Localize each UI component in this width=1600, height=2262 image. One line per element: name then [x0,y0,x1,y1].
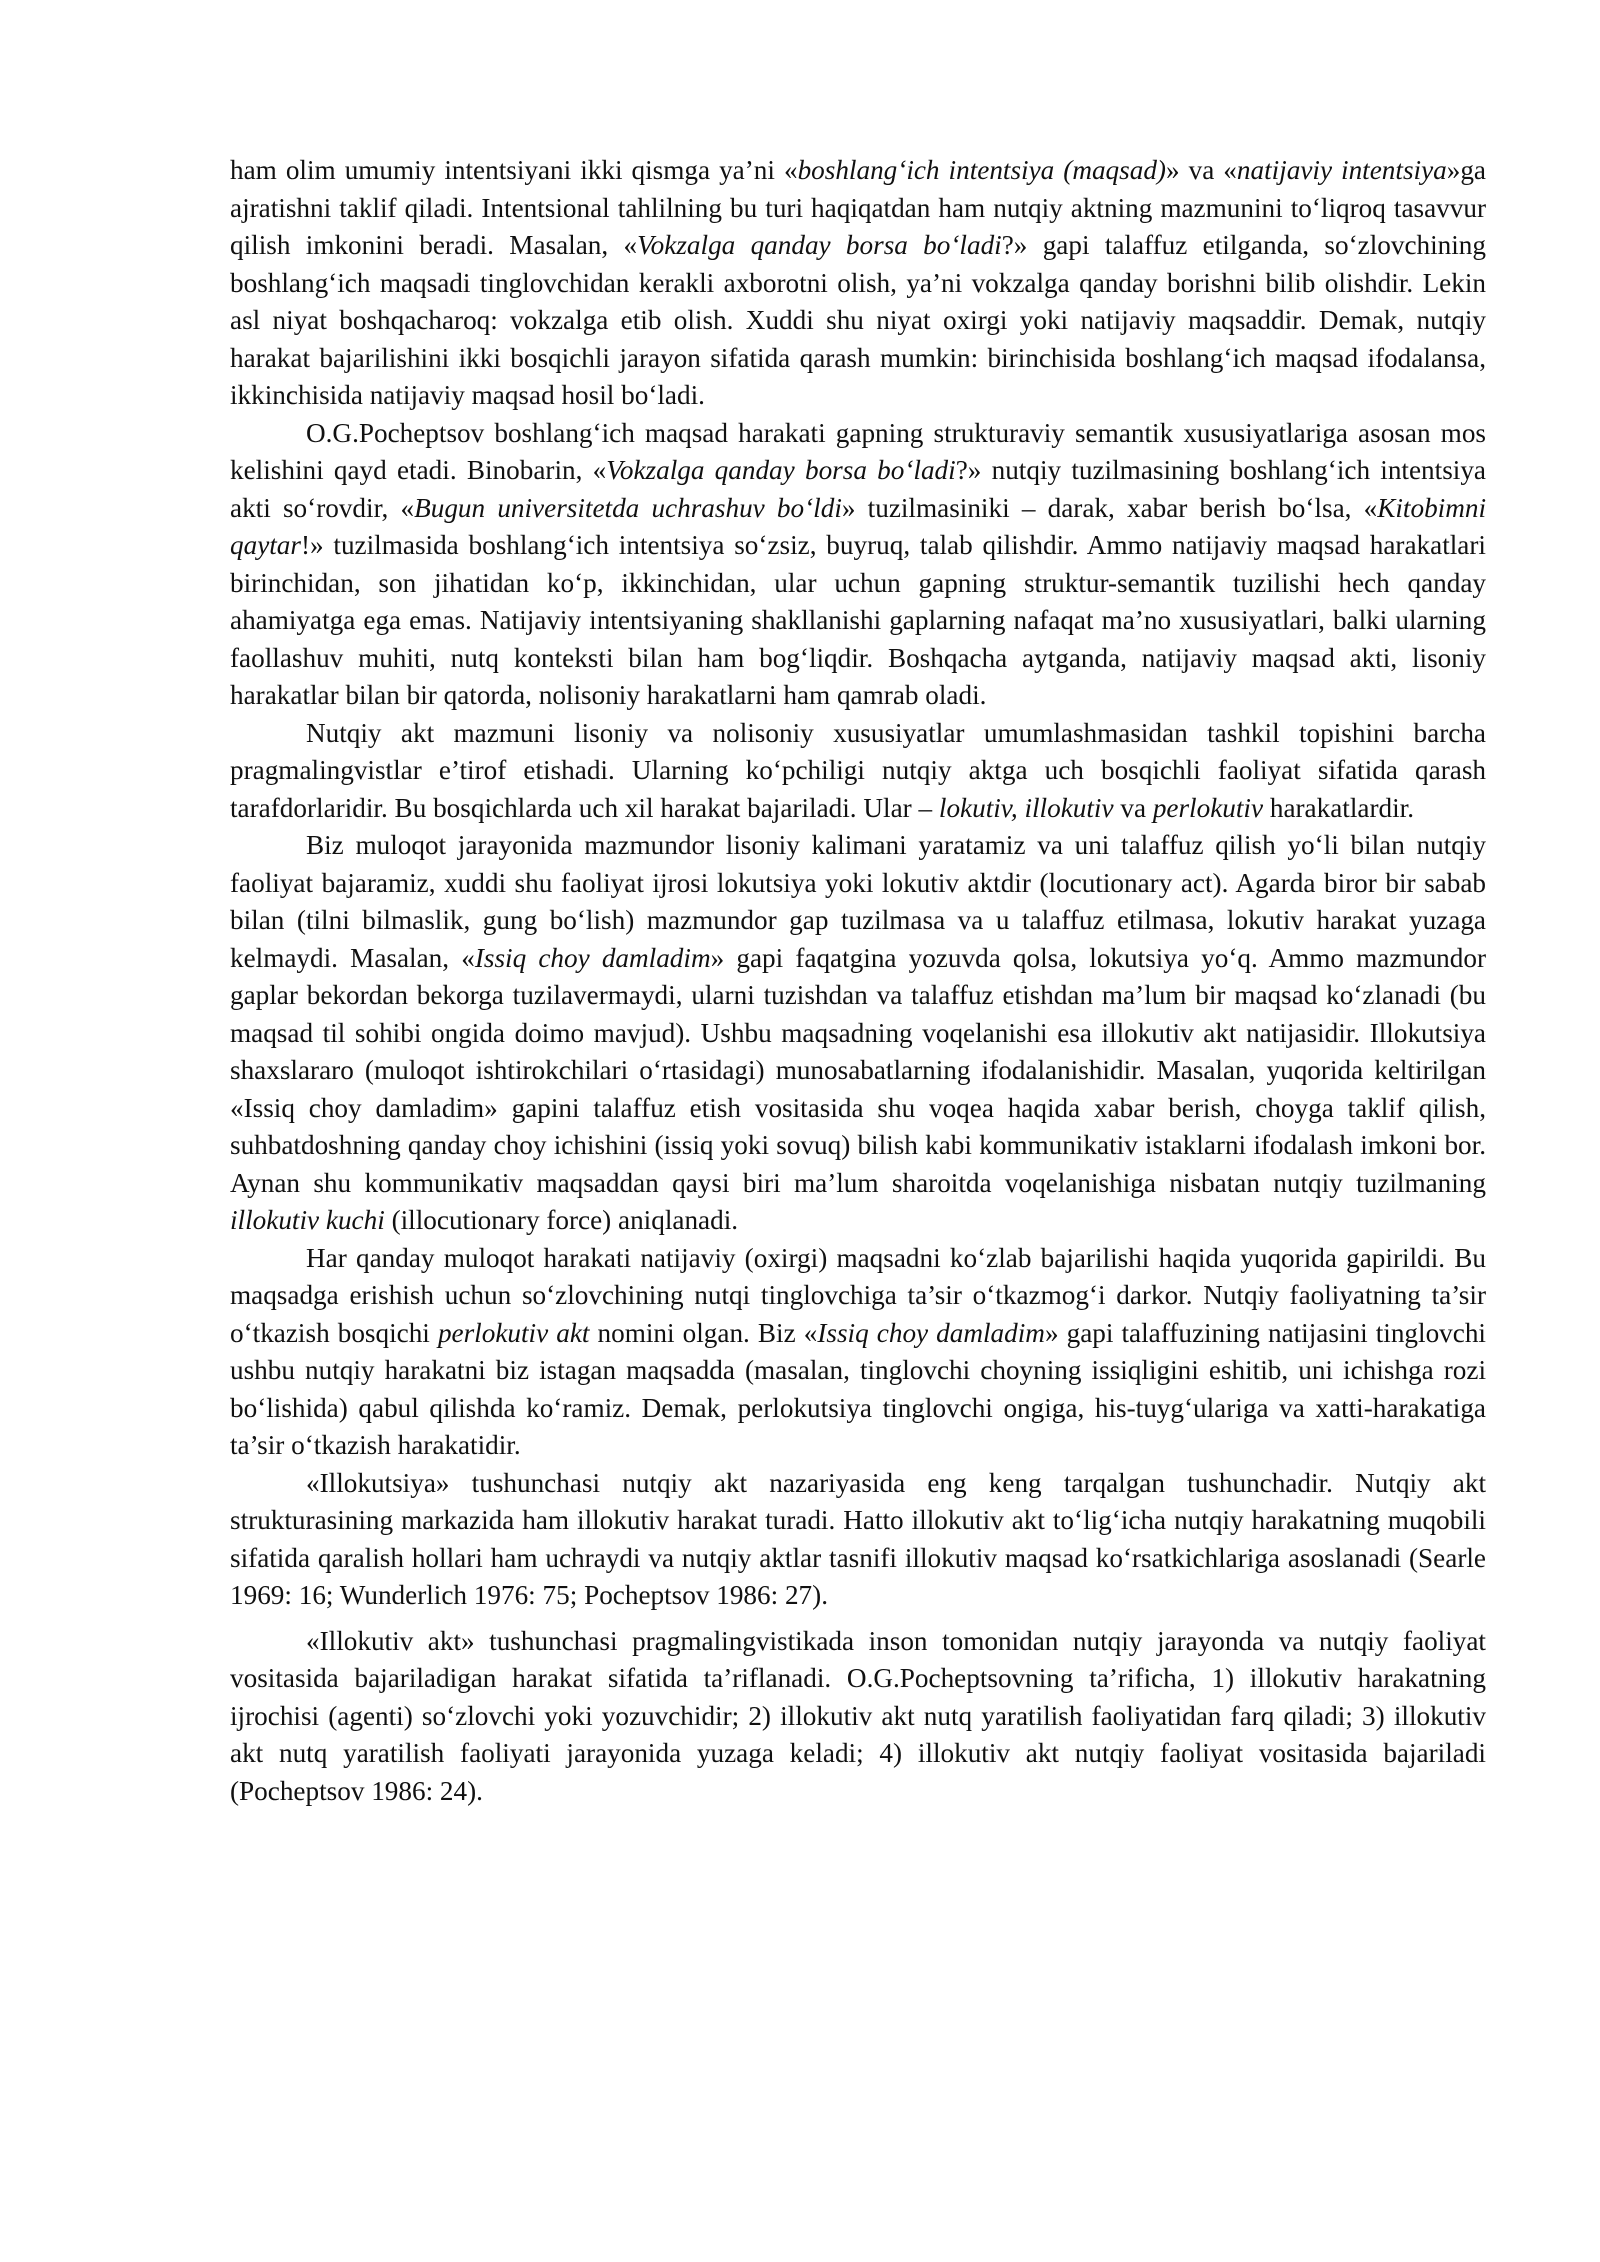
text-run: Har qanday muloqot harakati natijaviy (oxirgi) maqsadni ko‘zlab bajarilishi haqida yuqorida gapirildi. Bu maqsadga erishish uchun so‘zlovchining nutqi tinglovchiga ta’sir o‘tkazmog‘i darkor. Nutqiy faoliyatning ta’sir o‘tkazish bosqichi [230,1242,1486,1348]
italic-text-run: lokutiv, illokutiv [938,792,1114,823]
italic-text-run: Vokzalga qanday borsa bo‘ladi [637,230,1002,260]
italic-text-run: Bugun universitetda uchrashuv bo‘ldi [414,492,842,523]
text-run: Nutqiy akt mazmuni lisoniy va nolisoniy xususiyatlar umumlashmasidan tashkil topishini barcha pragmalingvistlar e’tirof etishadi. Ularning ko‘pchiligi nutqiy aktga uch bosqichli faoliyat sifatida qarash tarafdorlaridir. Bu bosqichlarda uch xil harakat bajariladi. Ular – [230,717,1486,823]
text-run: » gapi talaffuzining natijasini tinglovchi ushbu nutqiy harakatni biz istagan maqsadda (masalan, tinglovchi choyning issiqligini eshitib, uni ichishga rozi bo‘lishida) qabul qilishda ko‘ramiz. Demak, perlokutsiya tinglovchi ongiga, his-tuyg‘ulariga va xatti-harakatiga ta’sir o‘tkazish harakatidir. [230,1317,1486,1460]
text-run: harakatlardir. [1263,792,1415,823]
body-paragraph [230,1240,1486,1465]
text-run: » gapi faqatgina yozuvda qolsa, lokutsiya yo‘q. Ammo mazmundor gaplar bekordan bekorga tuzilavermaydi, ularni tuzishdan va talaffuz etishdan ma’lum bir maqsad ko‘zlanadi (bu maqsad til sohibi ongida doimo mavjud). Ushbu maqsadning voqelanishi esa illokutiv akt natijasidir. Illokutsiya shaxslararo (muloqot ishtirokchilari o‘rtasidagi) munosabatlarning ifodalanishidir. Masalan, yuqorida keltirilgan «Issiq choy damladim» gapini talaffuz etish vositasida shu voqea haqida xabar berish, choyga taklif qilish, suhbatdoshning qanday choy ichishini (issiq yoki sovuq) bilish kabi kommunikativ istaklarni ifodalash imkoni bor. Aynan shu kommunikativ maqsaddan qaysi biri ma’lum sharoitda voqelanishiga nisbatan nutqiy tuzilmaning [230,942,1486,1198]
text-run: Biz muloqot jarayonida mazmundor lisoniy kalimani yaratamiz va uni talaffuz qilish yo‘li bilan nutqiy faoliyat bajaramiz, xuddi shu faoliyat ijrosi lokutsiya yoki lokutiv aktdir (locutionary act). Agarda biror bir sabab bilan (tilni bilmaslik, gung bo‘lish) mazmundor gap tuzilmasa va u talaffuz etilmasa, lokutiv harakat yuzaga kelmaydi. Masalan, « [230,830,1486,973]
text-run: ?» nutqiy tuzilmasining boshlang‘ich intentsiya akti so‘rovdir, « [230,455,1486,523]
italic-text-run: Issiq choy damladim [817,1317,1045,1348]
body-paragraph [230,415,1486,715]
italic-text-run: natijaviy intentsiya [1236,155,1447,185]
italic-text-run: Issiq choy damladim [474,942,711,973]
text-run: ham olim umumiy intentsiyani ikki qismga ya’ni « [230,155,798,185]
text-run: !» tuzilmasida boshlang‘ich intentsiya so‘zsiz, buyruq, talab qilishdir. Ammo natijaviy maqsad harakatlari birinchidan, son jihatidan ko‘p, ikkinchidan, ular uchun gapning struktur-semantik tuzilishi hech qanday ahamiyatga ega emas. Natijaviy intentsiyaning shakllanishi gaplarning nafaqat ma’no xususiyatlari, balki ularning faollashuv muhiti, nutq konteksti bilan ham bog‘liqdir. Boshqacha aytganda, natijaviy maqsad akti, lisoniy harakatlar bilan bir qatorda, nolisoniy harakatlarni ham qamrab oladi. [230,530,1486,710]
text-run: »ga ajratishni taklif qiladi. Intentsional tahlilning bu turi haqiqatdan ham nutqiy aktning mazmunini to‘liqroq tasavvur qilish imkonini beradi. Masalan, « [230,155,1486,260]
italic-text-run: boshlang‘ich intentsiya (maqsad) [797,155,1166,185]
text-run: O.G.Pocheptsov boshlang‘ich maqsad harakati gapning strukturaviy semantik xususiyatlariga asosan mos kelishini qayd etadi. Binobarin, « [230,417,1486,485]
text-run: «Illokutiv akt» tushunchasi pragmalingvistikada inson tomonidan nutqiy jarayonda va nutqiy faoliyat vositasida bajariladigan harakat sifatida ta’riflanadi. O.G.Pocheptsovning ta’rificha, 1) illokutiv harakatning ijrochisi (agenti) so‘zlovchi yoki yozuvchidir; 2) illokutiv akt nutq yaratilish faoliyatidan farq qiladi; 3) illokutiv akt nutq yaratilish faoliyati jarayonida yuzaga keladi; 4) illokutiv akt nutqiy faoliyat vositasida bajariladi (Pocheptsov 1986: 24). [230,1625,1486,1806]
text-run: » tuzilmasiniki – darak, xabar berish bo‘lsa, « [841,492,1378,523]
body-paragraph [230,827,1486,1240]
text-run: (illocutionary force) aniqlanadi. [384,1205,739,1235]
body-paragraph [230,1465,1486,1615]
text-run: va [1113,792,1153,823]
body-paragraph [230,715,1486,828]
text-run: «Illokutsiya» tushunchasi nutqiy akt nazariyasida eng keng tarqalgan tushunchadir. Nutqiy akt strukturasining markazida ham illokutiv harakat turadi. Hatto illokutiv akt to‘lig‘icha nutqiy harakatning muqobili sifatida qaralish hollari ham uchraydi va nutqiy aktlar tasnifi illokutiv maqsad ko‘rsatkichlariga asoslanadi (Searle 1969: 16; Wunderlich 1976: 75; Pocheptsov 1986: 27). [230,1467,1486,1610]
italic-text-run: illokutiv kuchi [230,1205,385,1235]
text-run: » va « [1165,155,1237,185]
italic-text-run: Kitobimni qaytar [230,492,1486,560]
body-paragraph [230,152,1486,415]
body-paragraph [230,1623,1486,1811]
text-run: nomini olgan. Biz « [589,1317,818,1348]
italic-text-run: perlokutiv akt [437,1317,590,1348]
text-run: ?» gapi talaffuz etilganda, so‘zlovchining boshlang‘ich maqsadi tinglovchidan kerakli axborotni olish, ya’ni vokzalga qanday borishni bilib olishdir. Lekin asl niyat boshqacharoq: vokzalga etib olish. Xuddi shu niyat oxirgi yoki natijaviy maqsaddir. Demak, nutqiy harakat bajarilishini ikki bosqichli jarayon sifatida qarash mumkin: birinchisida boshlang‘ich maqsad ifodalansa, ikkinchisida natijaviy maqsad hosil bo‘ladi. [230,230,1486,410]
italic-text-run: perlokutiv [1152,792,1264,823]
document-page [230,152,1486,1810]
italic-text-run: Vokzalga qanday borsa bo‘ladi [606,455,956,485]
